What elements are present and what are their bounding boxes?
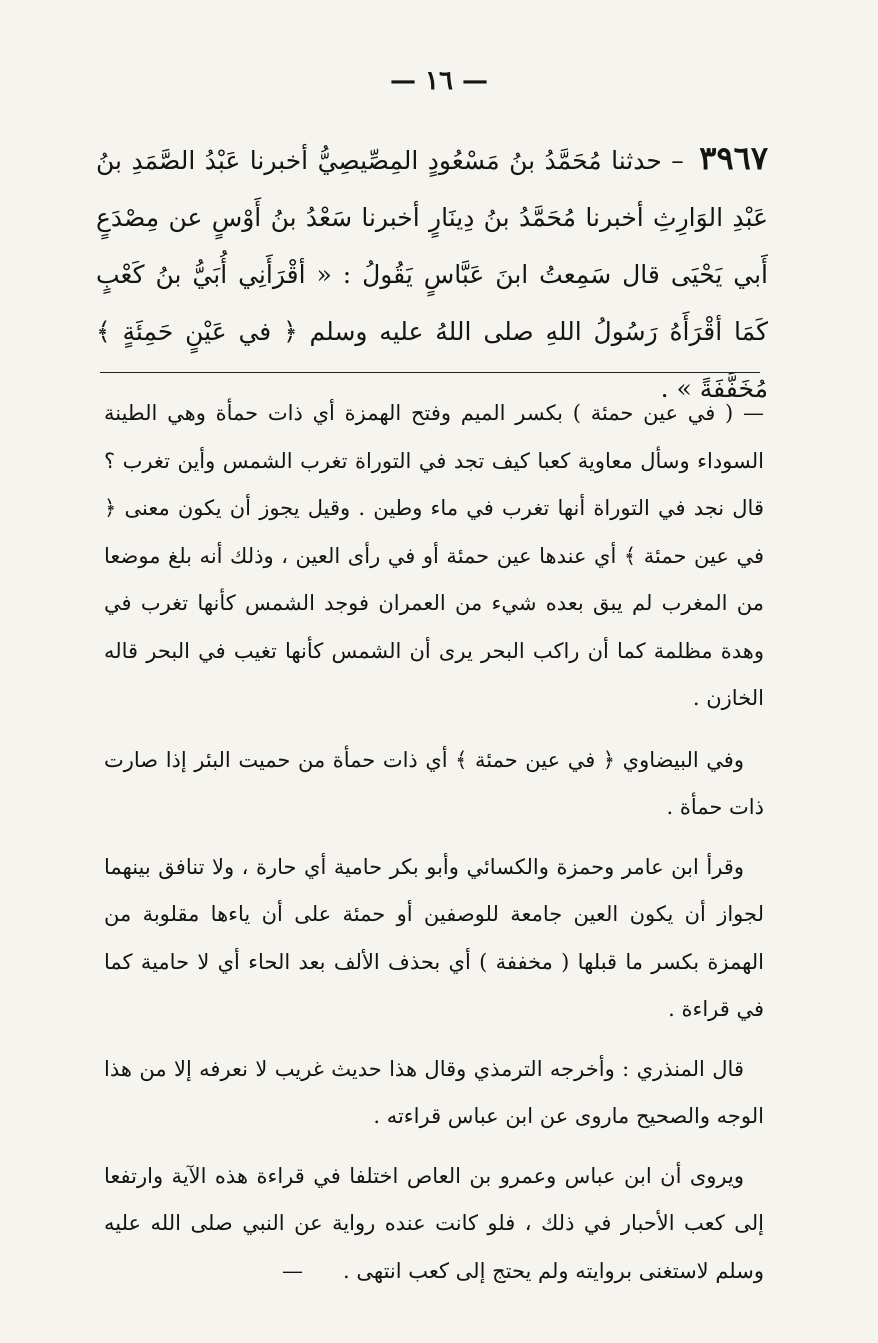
section-divider	[100, 372, 760, 373]
hadith-text: – حدثنا مُحَمَّدُ بنُ مَسْعُودٍ المِصِّيصِيُّ أخبرنا عَبْدُ الصَّمَدِ بنُ عَبْدِ الوَارِثِ أخبرنا مُحَمَّدُ بنُ دِينَارٍ أخبرنا سَعْدُ بنُ أَوْسٍ عن مِصْدَعٍ أَبي يَحْيَى قال سَمِعتُ ابنَ عَبَّاسٍ يَقُولُ : « أقْرَأَنِي أُبَيُّ بنُ كَعْبٍ كَمَا أقْرَأَهُ رَسُولُ اللهِ صلى اللهُ عليه وسلم ﴿ في عَيْنٍ حَمِئَةٍ ﴾ مُخَفَّفَةً » .	[96, 146, 768, 403]
closing-dash: —	[282, 1258, 304, 1283]
commentary-block	[104, 390, 764, 1307]
commentary-text-2: وفي البيضاوي ﴿ في عين حمئة ﴾ أي ذات حمأة من حميت البئر إذا صارت ذات حمأة .	[104, 747, 764, 819]
page-number: — ١٦ —	[389, 66, 489, 96]
commentary-text-4: قال المنذري : وأخرجه الترمذي وقال هذا حديث غريب لا نعرفه إلا من هذا الوجه والصحيح ماروى عن ابن عباس قراءته .	[104, 1056, 764, 1128]
commentary-paragraph-5	[104, 1153, 764, 1296]
commentary-text-3: وقرأ ابن عامر وحمزة والكسائي وأبو بكر حامية أي حارة ، ولا تنافق بينهما لجواز أن يكون العين جامعة للوصفين أو حمئة على أن ياءها مقلوبة من الهمزة بكسر ما قبلها ( مخففة ) أي بحذف الألف بعد الحاء أي لا حامية كما في قراءة .	[104, 854, 764, 1021]
commentary-text-5: ويروى أن ابن عباس وعمرو بن العاص اختلفا في قراءة هذه الآية وارتفعا إلى كعب الأحبار في ذلك ، فلو كانت عنده رواية عن النبي صلى الله عليه وسلم لاستغنى بروايته ولم يحتج إلى كعب انتهى .	[104, 1163, 764, 1283]
commentary-paragraph-2	[104, 737, 764, 832]
commentary-paragraph-3	[104, 844, 764, 1034]
commentary-text-1: — ( في عين حمئة ) بكسر الميم وفتح الهمزة أي ذات حمأة وهي الطينة السوداء وسأل معاوية كعبا كيف تجد في التوراة تغرب الشمس وأين تغرب ؟ قال نجد في التوراة أنها تغرب في ماء وطين . وقيل يجوز أن يكون معنى ﴿ في عين حمئة ﴾ أي عندها عين حمئة أو في رأى العين ، وذلك أنه بلغ موضعا من المغرب لم يبق بعده شيء من العمران فوجد الشمس كأنها تغرب في وهدة مظلمة كما أن راكب البحر يرى أن الشمس كأنها تغيب في البحر قاله الخازن .	[104, 401, 764, 710]
hadith-block	[96, 130, 768, 417]
hadith-number: ٣٩٦٧	[699, 139, 768, 177]
commentary-paragraph-4	[104, 1046, 764, 1141]
commentary-paragraph-1	[104, 390, 764, 723]
